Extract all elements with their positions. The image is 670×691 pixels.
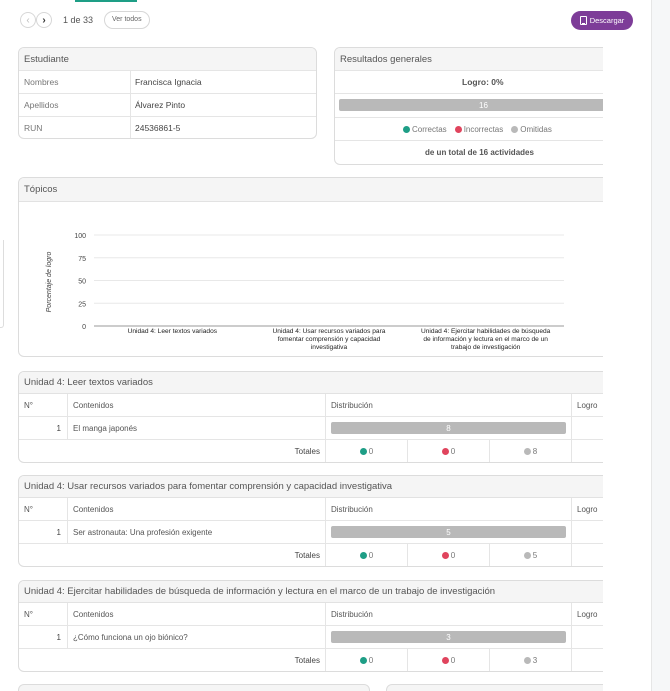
student-row-names: [19, 70, 316, 93]
green-dot-icon: [360, 657, 367, 664]
gray-dot-icon: [511, 126, 518, 133]
totals-label: Totales: [19, 544, 326, 567]
table-row: [19, 417, 603, 440]
side-panel-edge: [651, 0, 670, 691]
red-dot-icon: [442, 448, 449, 455]
topics-card-title: Tópicos: [19, 178, 603, 202]
distribution-bar: 5: [331, 526, 566, 538]
legend-correct: Correctas: [403, 125, 447, 134]
x-tick-label: investigativa: [310, 344, 348, 351]
chevron-left-icon: ‹: [26, 14, 30, 26]
student-card: [18, 47, 317, 139]
row-logro: [572, 521, 603, 543]
unit-table-card: [18, 475, 603, 567]
next-card-left: [18, 684, 370, 691]
col-contents: Contenidos: [68, 603, 326, 625]
totals-logro: [572, 649, 603, 672]
results-legend: [335, 117, 603, 140]
view-all-button[interactable]: Ver todos: [104, 11, 150, 29]
col-number: N°: [19, 603, 68, 625]
topics-chart: [19, 202, 603, 357]
table-row: [19, 521, 603, 544]
student-card-title: Estudiante: [19, 48, 316, 70]
gray-dot-icon: [524, 448, 531, 455]
red-dot-icon: [442, 657, 449, 664]
legend-omitted: Omitidas: [511, 125, 552, 134]
label: Nombres: [19, 71, 131, 93]
gray-dot-icon: [524, 552, 531, 559]
results-bar-row: [335, 93, 603, 117]
row-number: 1: [19, 626, 68, 648]
totals-row: [19, 544, 603, 567]
totals-correct: 0: [326, 440, 408, 463]
row-content: ¿Cómo funciona un ojo biónico?: [68, 626, 326, 648]
totals-logro: [572, 440, 603, 463]
col-number: N°: [19, 394, 68, 416]
totals-correct: 0: [326, 649, 408, 672]
totals-incorrect: 0: [408, 649, 490, 672]
row-distribution: [326, 521, 572, 543]
totals-incorrect: 0: [408, 440, 490, 463]
col-distribution: Distribución: [326, 498, 572, 520]
results-bar: 16: [339, 99, 603, 111]
totals-omitted: 8: [490, 440, 572, 463]
download-label: Descargar: [589, 16, 625, 25]
value: Francisca Ignacia: [135, 77, 202, 87]
table-header-row: [19, 394, 603, 417]
unit-table-card: [18, 580, 603, 672]
value: 24536861-5: [135, 123, 181, 133]
col-distribution: Distribución: [326, 394, 572, 416]
red-dot-icon: [442, 552, 449, 559]
topics-card: [18, 177, 603, 357]
gray-dot-icon: [524, 657, 531, 664]
col-distribution: Distribución: [326, 603, 572, 625]
row-logro: [572, 626, 603, 648]
totals-correct: 0: [326, 544, 408, 567]
y-tick-label: 50: [78, 278, 86, 286]
red-dot-icon: [455, 126, 462, 133]
row-number: 1: [19, 521, 68, 543]
unit-title: Unidad 4: Ejercitar habilidades de búsqueda de información y lectura en el marco de un trabajo de investigación: [19, 581, 603, 603]
table-row: [19, 626, 603, 649]
row-distribution: [326, 417, 572, 439]
value: Álvarez Pinto: [135, 100, 186, 110]
totals-row: [19, 649, 603, 672]
y-tick-label: 0: [82, 324, 86, 331]
distribution-bar: 3: [331, 631, 566, 643]
x-tick-label: Unidad 4: Usar recursos variados para: [272, 328, 386, 335]
col-logro: Logro: [577, 504, 598, 514]
legend-incorrect: Incorrectas: [455, 125, 504, 134]
label: RUN: [19, 117, 131, 139]
x-tick-label: Unidad 4: Ejercitar habilidades de búsqueda: [420, 328, 551, 335]
results-card: [334, 47, 603, 165]
totals-label: Totales: [19, 649, 326, 672]
student-row-run: [19, 116, 316, 139]
totals-row: [19, 440, 603, 463]
col-logro: Logro: [577, 609, 598, 619]
row-distribution: [326, 626, 572, 648]
x-tick-label: trabajo de investigación: [451, 344, 521, 351]
table-header-row: [19, 498, 603, 521]
student-row-surnames: [19, 93, 316, 116]
pager-text: 1 de 33: [63, 15, 94, 25]
green-dot-icon: [360, 552, 367, 559]
totals-omitted: 3: [490, 649, 572, 672]
col-number: N°: [19, 498, 68, 520]
col-contents: Contenidos: [68, 394, 326, 416]
col-contents: Contenidos: [68, 498, 326, 520]
y-axis-label: Porcentaje de logro: [46, 251, 53, 313]
table-header-row: [19, 603, 603, 626]
green-dot-icon: [403, 126, 410, 133]
green-dot-icon: [360, 448, 367, 455]
distribution-bar: 8: [331, 422, 566, 434]
chevron-right-icon: ›: [42, 14, 46, 26]
unit-table-card: [18, 371, 603, 463]
totals-logro: [572, 544, 603, 567]
totals-incorrect: 0: [408, 544, 490, 567]
x-tick-label: fomentar comprensión y capacidad: [277, 336, 381, 343]
row-content: Ser astronauta: Una profesión exigente: [68, 521, 326, 543]
y-tick-label: 75: [78, 255, 86, 263]
x-tick-label: Unidad 4: Leer textos variados: [127, 328, 218, 335]
totals-omitted: 5: [490, 544, 572, 567]
y-tick-label: 25: [78, 301, 86, 309]
results-total-text: de un total de 16 actividades: [335, 140, 603, 163]
results-card-title: Resultados generales: [335, 48, 603, 70]
row-number: 1: [19, 417, 68, 439]
unit-title: Unidad 4: Leer textos variados: [19, 372, 603, 394]
x-tick-label: de información y lectura en el marco de un: [423, 336, 548, 343]
label: Apellidos: [19, 94, 131, 116]
achievement-text: Logro: 0%: [335, 70, 603, 93]
col-logro: Logro: [577, 400, 598, 410]
next-card-right: [386, 684, 603, 691]
unit-title: Unidad 4: Usar recursos variados para fomentar comprensión y capacidad investigativa: [19, 476, 603, 498]
totals-label: Totales: [19, 440, 326, 463]
y-tick-label: 100: [74, 233, 86, 240]
row-logro: [572, 417, 603, 439]
row-content: El manga japonés: [68, 417, 326, 439]
